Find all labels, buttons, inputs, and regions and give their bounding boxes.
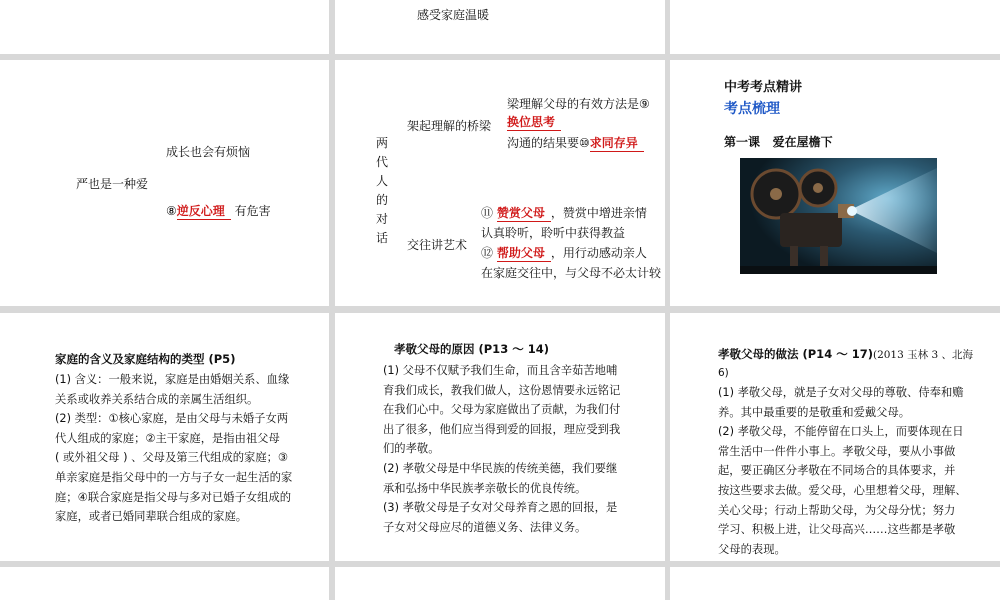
slide-bottom-right[interactable] <box>670 313 1000 561</box>
body-line: (2) 孝敬父母，不能停留在口头上，而要体现在日 <box>718 425 964 439</box>
body-line: 们的孝敬。 <box>383 442 440 456</box>
answer-blank: 逆反心理 <box>177 204 231 220</box>
lesson-number: 第一课 <box>724 135 761 149</box>
help-line <box>481 244 647 263</box>
body-line: 起，要正确区分孝敬在不同场合的具体要求，并 <box>718 464 956 478</box>
body-text <box>55 370 292 527</box>
vertical-char: 人 <box>375 174 388 188</box>
slide-title-line <box>718 345 973 365</box>
body-line: 常生活中一件件小事上。孝敬父母，要从小事做 <box>718 444 956 458</box>
vertical-char: 话 <box>375 231 388 245</box>
slide-mid-middle[interactable] <box>335 60 665 306</box>
body-line: (1) 孝敬父母，就是子女对父母的尊敬、侍奉和赡 <box>718 386 964 399</box>
body-line: 父母的表现。 <box>718 542 786 556</box>
slide-title: 感受家庭温暖 <box>417 8 490 22</box>
body-line: 在我们心中。父母为家庭做出了贡献，为我们付 <box>383 403 621 417</box>
slide-top-middle[interactable] <box>335 0 665 54</box>
slide-next-middle[interactable] <box>335 567 665 600</box>
communication-line <box>507 134 644 153</box>
slide-mid-left[interactable] <box>0 60 329 306</box>
exam-source-cont: 6) <box>718 367 729 379</box>
answer-help-parents: 帮助父母 <box>497 246 551 262</box>
vertical-char: 的 <box>375 193 388 207</box>
rebellion-line <box>166 202 271 221</box>
effective-method-text: 梁理解父母的有效方法是⑨ <box>507 97 650 111</box>
circled-number: ⑪ <box>481 206 494 220</box>
art-label: 交往讲艺术 <box>407 238 468 252</box>
body-line: 庭；④联合家庭是指父母与多对已婚子女组成的 <box>55 490 292 504</box>
slide-title: 孝敬父母的原因 (P13 ～ 14) <box>394 342 549 356</box>
vertical-char: 对 <box>375 212 388 226</box>
body-line: (1) 父母不仅赋予我们生命，而且含辛茹苦地哺 <box>383 364 618 377</box>
body-line: (2) 孝敬父母是中华民族的传统美德，我们要继 <box>383 461 618 475</box>
family-interaction-line: 在家庭交往中，与父母不必太计较 <box>481 266 662 280</box>
body-line: ( 或外祖父母 ) 、父母及第三代组成的家庭；③ <box>55 451 289 465</box>
film-projector-image <box>740 158 937 274</box>
help-suffix: ，用行动感动亲人 <box>550 246 647 260</box>
slide-bottom-left[interactable] <box>0 313 329 561</box>
exam-source: (2013 玉林 3 、北海 <box>872 349 973 361</box>
section-heading: 中考考点精讲 <box>724 80 803 95</box>
body-line: (3) 孝敬父母是子女对父母养育之恩的回报，是 <box>383 501 618 515</box>
praise-line <box>481 204 647 223</box>
body-line: 单亲家庭是指父母中的一方与子女一起生活的家 <box>55 470 293 484</box>
slide-title: 孝敬父母的做法 (P14 ～ 17) <box>718 347 873 361</box>
body-line: 出了很多，他们应当得到爱的回报，理应受到我 <box>383 422 621 436</box>
bridge-label: 架起理解的桥梁 <box>407 119 492 133</box>
body-text <box>718 383 967 559</box>
vertical-title <box>375 134 389 248</box>
annoyance-text: 成长也会有烦恼 <box>166 145 251 159</box>
body-line: 学习、积极上进，让父母高兴……这些都是孝敬 <box>718 523 956 537</box>
circled-number: ⑧ <box>166 204 177 218</box>
body-line: 养。其中最重要的是敬重和爱戴父母。 <box>718 405 911 419</box>
vertical-char: 代 <box>375 155 388 169</box>
slide-top-left[interactable] <box>0 0 329 54</box>
body-line: 承和弘扬中华民族孝亲敬长的优良传统。 <box>383 481 587 495</box>
listen-line: 认真聆听，聆听中获得教益 <box>481 226 626 240</box>
lesson-name: 爱在屋檐下 <box>772 135 833 149</box>
body-line: 代人组成的家庭；②主干家庭，是指由祖父母 <box>55 431 280 445</box>
vertical-char: 两 <box>375 136 388 150</box>
answer-blank <box>507 113 561 132</box>
answer-swap-thinking: 换位思考 <box>507 115 561 131</box>
section-subheading: 考点梳理 <box>724 101 780 117</box>
answer-common-ground: 求同存异 <box>590 136 644 152</box>
body-line: 育我们成长，教我们做人，这份恩情要永远铭记 <box>383 383 621 397</box>
slide-title: 家庭的含义及家庭结构的类型 (P5) <box>55 352 236 366</box>
body-line: 按这些要求去做。爱父母，心里想着父母，理解、 <box>718 483 967 497</box>
rebellion-suffix: 有危害 <box>234 204 271 218</box>
circled-number: ⑫ <box>481 246 494 260</box>
answer-praise-parents: 赞赏父母 <box>497 206 551 222</box>
body-line: 子女对父母应尽的道德义务、法律义务。 <box>383 520 587 534</box>
praise-suffix: ，赞赏中增进亲情 <box>550 206 647 220</box>
body-text <box>383 361 620 537</box>
body-line: 家庭，或者已婚同辈联合组成的家庭。 <box>55 510 248 524</box>
strict-love-text: 严也是一种爱 <box>76 177 149 191</box>
communication-text: 沟通的结果要⑩ <box>507 136 590 150</box>
body-line: 关系或收养关系结合成的亲属生活组织。 <box>55 392 259 406</box>
body-line: (1) 含义：一般来说，家庭是由婚姻关系、血缘 <box>55 373 290 386</box>
body-line: (2) 类型：①核心家庭，是由父母与未婚子女两 <box>55 412 289 426</box>
lesson-line <box>724 133 833 152</box>
slide-next-right[interactable] <box>670 567 1000 600</box>
slide-next-left[interactable] <box>0 567 329 600</box>
slide-bottom-middle[interactable] <box>335 313 665 561</box>
body-line: 关心父母；行动上帮助父母，为父母分忧；努力 <box>718 503 956 517</box>
slide-top-right[interactable] <box>670 0 1000 54</box>
